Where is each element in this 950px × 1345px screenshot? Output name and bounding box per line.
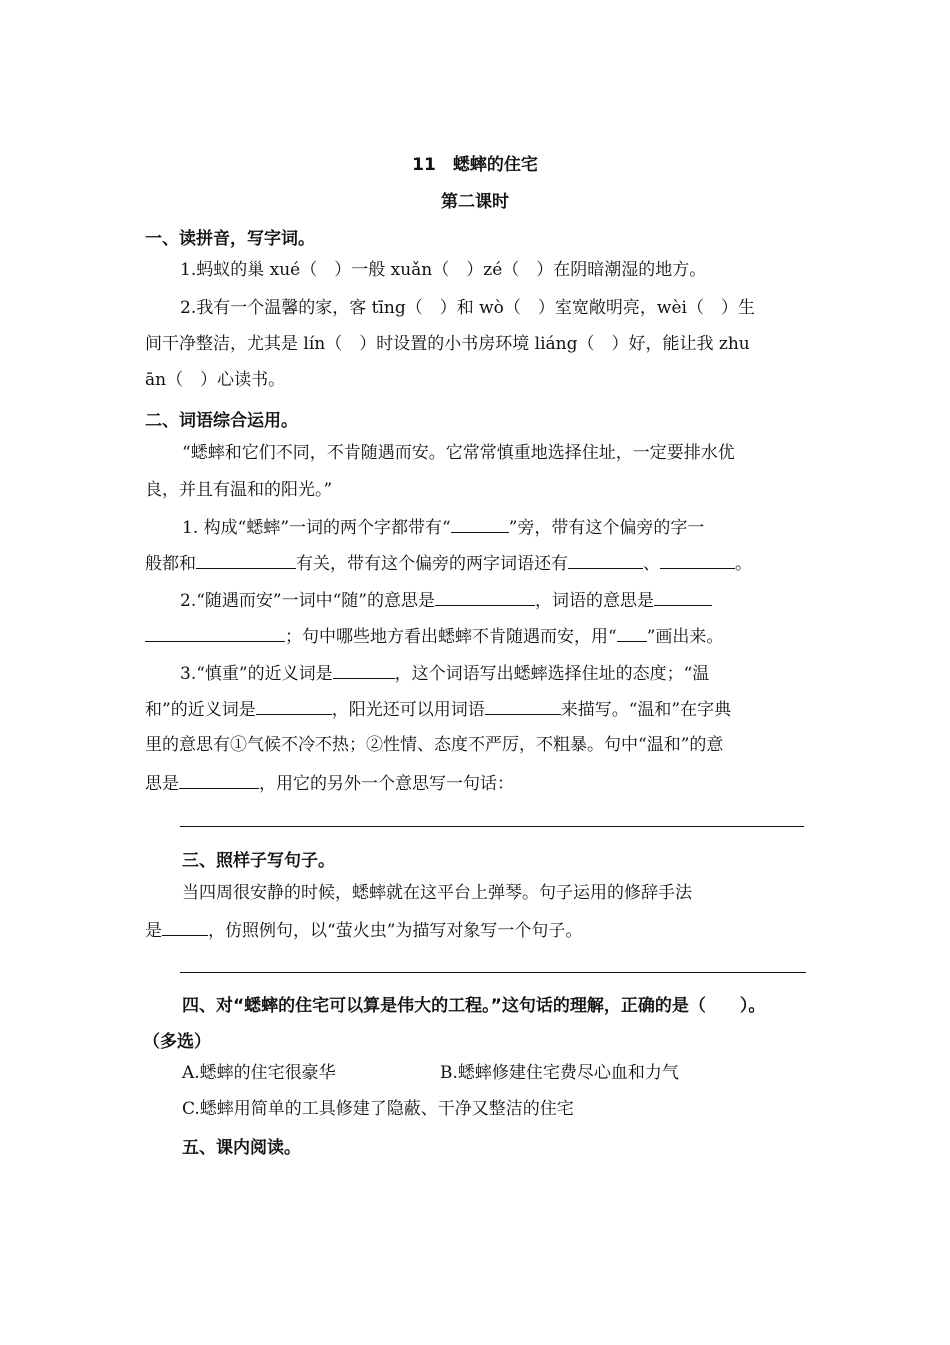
- s2-question-1-line-2: [145, 551, 752, 575]
- s1-question-2-line-3: ān（ ）心读书。: [145, 370, 286, 390]
- s2-quote-line-2: 良，并且有温和的阳光。”: [145, 480, 333, 500]
- answer-blank[interactable]: [162, 918, 208, 936]
- s2-q3-text-c: 和”的近义词是: [145, 700, 256, 720]
- answer-blank[interactable]: [435, 588, 535, 606]
- answer-blank[interactable]: [660, 551, 735, 569]
- s2-question-3-line-1: [180, 661, 709, 685]
- s2-q3-text-a: 3.“慎重”的近义词是: [180, 664, 333, 684]
- s2-q3-text-e: 来描写。“温和”在字典: [560, 700, 732, 720]
- s1-question-2-line-1: 2.我有一个温馨的家，客 tīng（ ）和 wò（ ）室宽敞明亮，wèi（ ）生: [180, 298, 755, 318]
- answer-blank[interactable]: [196, 551, 296, 569]
- s2-question-3-line-2: [145, 697, 731, 721]
- answer-blank[interactable]: [451, 515, 509, 533]
- answer-line[interactable]: [180, 826, 804, 827]
- s2-q1-text-e: 、: [643, 554, 660, 574]
- s3-text-b: ，仿照例句，以“萤火虫”为描写对象写一个句子。: [208, 921, 583, 941]
- answer-blank[interactable]: [333, 661, 395, 679]
- answer-blank[interactable]: [617, 624, 647, 642]
- lesson-title: 11 蟋蟀的住宅: [412, 155, 538, 175]
- s2-q2-text-b: ，词语的意思是: [534, 591, 654, 611]
- section-4-heading: 四、对“蟋蟀的住宅可以算是伟大的工程。”这句话的理解，正确的是（ ）。: [182, 996, 766, 1016]
- s2-q3-text-h: ，用它的另外一个意思写一句话：: [259, 774, 514, 794]
- s2-q3-text-g: 思是: [145, 774, 179, 794]
- s2-question-3-line-3: 里的意思有①气候不冷不热；②性情、态度不严厉，不粗暴。句中“温和”的意: [145, 735, 724, 755]
- s2-question-2-line-2: [145, 624, 723, 648]
- section-5-heading: 五、课内阅读。: [182, 1138, 301, 1158]
- option-a[interactable]: A.蟋蟀的住宅很豪华: [182, 1063, 336, 1083]
- answer-blank[interactable]: [654, 588, 712, 606]
- s2-question-1-line-1: [182, 515, 704, 539]
- s3-text-a: 是: [145, 921, 162, 941]
- answer-blank[interactable]: [145, 624, 285, 642]
- s2-q1-text-f: 。: [735, 554, 752, 574]
- s2-question-2-line-1: [180, 588, 712, 612]
- answer-blank[interactable]: [179, 771, 259, 789]
- s2-q1-text-a: 1. 构成“蟋蟀”一词的两个字都带有“: [182, 518, 451, 538]
- s1-question-1: 1.蚂蚁的巢 xué（ ）一般 xuǎn（ ）zé（ ）在阴暗潮湿的地方。: [180, 260, 707, 280]
- s2-q2-text-a: 2.“随遇而安”一词中“随”的意思是: [180, 591, 435, 611]
- s2-q1-text-c: 般都和: [145, 554, 196, 574]
- section-2-heading: 二、词语综合运用。: [145, 411, 298, 431]
- section-4-note: （多选）: [143, 1032, 211, 1052]
- s3-line-2: [145, 918, 582, 942]
- s2-q2-text-c: ；句中哪些地方看出蟋蟀不肯随遇而安，用“: [285, 627, 617, 647]
- s3-line-1: 当四周很安静的时候，蟋蟀就在这平台上弹琴。句子运用的修辞手法: [182, 883, 692, 903]
- s2-q2-text-d: ”画出来。: [646, 627, 724, 647]
- s2-q1-text-b: ”旁，带有这个偏旁的字一: [508, 518, 705, 538]
- answer-line[interactable]: [180, 972, 806, 973]
- s2-question-3-line-4: [145, 771, 514, 795]
- s2-q3-text-b: ，这个词语写出蟋蟀选择住址的态度；“温: [394, 664, 710, 684]
- s2-quote-line-1: “蟋蟀和它们不同，不肯随遇而安。它常常慎重地选择住址，一定要排水优: [182, 443, 735, 463]
- s2-q3-text-d: ，阳光还可以用词语: [331, 700, 485, 720]
- option-c[interactable]: C.蟋蟀用简单的工具修建了隐蔽、干净又整洁的住宅: [182, 1099, 574, 1119]
- answer-blank[interactable]: [568, 551, 643, 569]
- option-b[interactable]: B.蟋蟀修建住宅费尽心血和力气: [440, 1063, 679, 1083]
- section-1-heading: 一、读拼音，写字词。: [145, 229, 315, 249]
- lesson-subtitle: 第二课时: [441, 192, 509, 212]
- s1-question-2-line-2: 间干净整洁，尤其是 lín（ ）时设置的小书房环境 liáng（ ）好，能让我 zhu: [145, 334, 750, 354]
- section-3-heading: 三、照样子写句子。: [182, 851, 335, 871]
- s2-q1-text-d: 有关，带有这个偏旁的两字词语还有: [296, 554, 568, 574]
- answer-blank[interactable]: [256, 697, 332, 715]
- answer-blank[interactable]: [485, 697, 561, 715]
